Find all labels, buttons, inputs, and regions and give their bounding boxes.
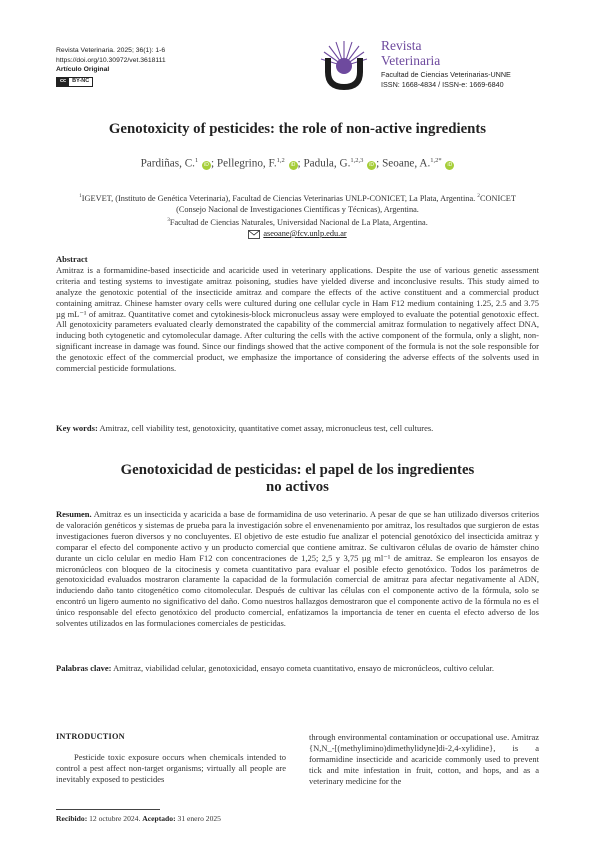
footnote-rule [56, 809, 160, 810]
intro-left-column [56, 732, 286, 785]
citation: Revista Veterinaria. 2025; 36(1): 1-6 [56, 47, 166, 54]
license-badge[interactable] [56, 77, 93, 87]
keywords-text: Amitraz, cell viability test, genotoxicity, quantitative comet assay, micronucleus test, cell cultures. [99, 423, 434, 433]
author-name: Padula, G. [303, 157, 351, 170]
article-title-en: Genotoxicity of pesticides: the role of non-active ingredients [108, 121, 487, 137]
intro-paragraph-cont: through environmental contamination or occupational use. Amitraz {N,N_-[(methylimino)dimethylidyne]di-2,4-xylidine}, is a formamidine insecticide and acaricide commonly used to prevent tick and mite infestation in fruit, cotton, and hops, and as a veterinary medicine for the [309, 732, 539, 786]
resumen-text: Amitraz es un insecticida y acaricida a base de formamidina de uso veterinario. A pesar de que se han utilizado diversos criterios de valoración genéticos y sistemas de prueba para la investigación sobre el envenenamiento por amitraz, los resultados que surgieron de estas investigaciones fueron diversos y no concluyentes. El objetivo de este estudio fue analizar el potencial genotóxico del insecticida amitraz y comparar el efecto del componente activo y un producto comercial que contiene amitraz. Se cultivaron células de ovario de hámster chino durante un ciclo celular en medio Ham F12 con concentraciones de 1,25; 2,5 y 3,75 µg ml⁻¹ de amitraz. Se emplearon los ensayos de micronúcleos con bloqueo de la citocinesis y cometa cuantitativo para evaluar el posible efecto genotóxico. Todos los parámetros de genotoxicidad evaluados mostraron claramente la capacidad de la formulación comercial de amitraz para afectar negativamente al ADN, induciendo daño tanto citogenético como citomolecular. Después de cultivar las células con el componente activo de la fórmula, solo se encontró un ligero aumento no significativo del daño. Como nuestros hallazgos demostraron que el componente activo de la fórmula no es el único responsable del efecto genotóxico del producto comercial, enfatizamos la importancia de tener en cuenta el efecto adverso de los solventes utilizados en las formulaciones comerciales de pesticidas. [56, 509, 540, 629]
orcid-icon[interactable]: iD [445, 161, 454, 170]
header-citation-block [56, 46, 166, 87]
author-name: Seoane, A. [382, 157, 431, 170]
affiliations: $^1$IGEVET, (Instituto de Genética Veterinaria), Facultad de Ciencias Veterinarias UNLP-CONICET, La Plata, Argentina. $^2$CONICET (Consejo Nacional de Investigaciones Científicas y Técnicas), Argentina. $^3$Facultad de Ciencias Naturales, Universidad Nacional de La Plata, Argentina. aseoane@fcv.unlp.edu.ar [79, 193, 516, 238]
envelope-icon [248, 230, 260, 239]
intro-paragraph: Pesticide toxic exposure occurs when chemicals intended to control a pest affect non-target organisms; virtually all people are inevitably exposed to pesticides [56, 751, 286, 784]
author-name: Pellegrino, F. [216, 157, 277, 170]
author-list: Pardiñas, C.$^1$ iD ; Pellegrino, F.$^{1,2}$ iD ; Padula, G.$^{1,2,3}$ iD ; Seoane, A.$^{1,2*}$ iD [56, 154, 539, 171]
article-type: Artículo Original [56, 66, 110, 74]
email-link[interactable]: aseoane@fcv.unlp.edu.ar [263, 228, 347, 238]
palabras-label: Palabras clave: [56, 663, 112, 673]
resumen-section [56, 509, 539, 629]
author-sup: 1 [194, 157, 199, 164]
author-sup: 1,2,3 [350, 157, 364, 164]
license-label: BY-NC [72, 77, 90, 84]
palabras-text: Amitraz, viabilidad celular, genotoxicidad, ensayo cometa cuantitativo, ensayo de micronúcleos, cultivo celular. [113, 663, 494, 673]
intro-right-column [309, 732, 539, 787]
affiliation-2: CONICET (Consejo Nacional de Investigaciones Científicas y Técnicas), Argentina. [176, 193, 516, 214]
journal-logo-icon [316, 38, 372, 94]
email-line [248, 229, 346, 240]
doi-link[interactable]: https://doi.org/10.30972/vet.3618111 [56, 56, 166, 64]
keywords [56, 423, 539, 434]
faculty-name: Facultad de Ciencias Veterinarias-UNNE [381, 70, 511, 79]
orcid-icon[interactable]: iD [202, 161, 211, 170]
resumen-label: Resumen. [56, 509, 92, 519]
journal-name-line2: Veterinaria [381, 53, 441, 68]
affiliation-3: Facultad de Ciencias Naturales, Universidad Nacional de La Plata, Argentina. [169, 218, 428, 228]
abstract-text: Amitraz is a formamidine-based insecticide and acaricide used in veterinary applications. Despite the use of various genetic assessment criteria and testing systems to investigate amitraz poisoning, studies have yielded diverse and inconclusive results. This study aimed to analyze the genotoxic potential of the insecticide amitraz and compare the effects of the active constituent and a commercial product containing amitraz. Chinese hamster ovary cells were cultured during one cellular cycle in Ham F12 medium containing 1.25, 2.5 and 3.75 µg mL⁻¹ of amitraz. Quantitative comet and cytokinesis-block micronucleus assay were employed to evaluate the potential genotoxic effect. All genotoxicity parameters evaluated clearly demonstrated the capability of the commercial amitraz formulation to negatively affect DNA, inducing both cytogenetic and cytomolecular damage. After culturing the cells with the active component of the formula, only a slight, non-significant increase in damage was found. Since our findings showed that the active component of the formula is not the sole responsible for the genotoxic effect of the commercial product, we emphasize the importance of considering the adverse effects of the solvents used in commercial pesticide formulations. [56, 264, 539, 374]
author-sup: 1,2 [276, 157, 285, 164]
cc-icon: cc [57, 78, 69, 86]
article-title-es: Genotoxicidad de pesticidas: el papel de los ingredientes no activos [120, 462, 475, 495]
author-sup: 1,2* [430, 157, 442, 164]
journal-name-line1: Revista [381, 38, 422, 53]
intro-heading: INTRODUCTION [56, 732, 125, 741]
issn: ISSN: 1668-4834 / ISSN-e: 1669-6840 [381, 80, 504, 89]
author-name: Pardiñas, C. [140, 157, 195, 170]
journal-header [381, 38, 511, 90]
orcid-icon[interactable]: iD [289, 161, 298, 170]
affiliation-1: IGEVET, (Instituto de Genética Veterinaria), Facultad de Ciencias Veterinarias UNLP-CONICET, La Plata, Argentina. [81, 193, 476, 203]
received-accepted: Recibido: 12 octubre 2024. Aceptado: 31 enero 2025 [56, 814, 221, 823]
orcid-icon[interactable]: iD [367, 161, 376, 170]
palabras-clave [56, 663, 539, 674]
abstract-section [56, 254, 539, 374]
keywords-label: Key words: [56, 423, 98, 433]
abstract-heading: Abstract [56, 254, 88, 264]
